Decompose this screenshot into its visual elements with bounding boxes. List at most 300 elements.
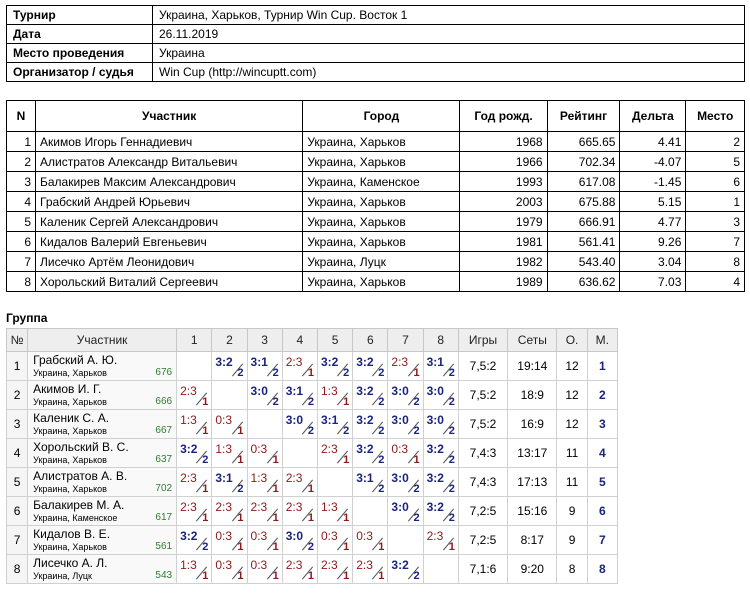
info-row — [7, 25, 745, 44]
group-player-cell — [28, 497, 177, 526]
participant-rating: 665.65 — [547, 132, 620, 152]
group-row-number: 5 — [7, 468, 28, 497]
match-result-cell — [177, 555, 212, 584]
player-city: Украина, Харьков — [33, 484, 107, 494]
match-result-cell — [212, 468, 247, 497]
match-score: 3:1 — [285, 384, 304, 398]
match-points: 1 — [343, 396, 350, 408]
match-result-cell — [177, 381, 212, 410]
participant-n: 5 — [7, 212, 36, 232]
match-result-cell — [353, 555, 388, 584]
match-result-cell — [317, 352, 352, 381]
match-points: 2 — [413, 570, 420, 582]
player-rating: 702 — [155, 483, 173, 494]
group-title: Группа — [6, 311, 48, 325]
group-games: 7,4:3 — [458, 468, 507, 497]
group-player-cell — [28, 410, 177, 439]
info-key: Место проведения — [7, 44, 153, 63]
match-points: 1 — [448, 541, 455, 553]
group-points: 11 — [557, 439, 587, 468]
info-value: Украина — [153, 44, 745, 63]
match-result-cell — [353, 352, 388, 381]
participants-column-header: Год рожд. — [460, 101, 547, 132]
table-row — [7, 232, 745, 252]
match-result-cell — [423, 497, 458, 526]
match-points: 2 — [237, 483, 244, 495]
match-points: 1 — [272, 512, 279, 524]
group-column-header: 6 — [353, 329, 388, 352]
participant-place: 8 — [686, 252, 745, 272]
participant-place: 3 — [686, 212, 745, 232]
group-row-number: 7 — [7, 526, 28, 555]
participants-column-header: Рейтинг — [547, 101, 620, 132]
match-score: 3:1 — [356, 471, 374, 485]
match-points: 2 — [202, 454, 209, 466]
match-result-cell — [212, 439, 247, 468]
match-result-cell — [282, 497, 317, 526]
group-column-header: Игры — [458, 329, 507, 352]
match-points: 2 — [378, 425, 385, 437]
match-points: 1 — [343, 454, 350, 466]
info-value: Украина, Харьков, Турнир Win Cup. Восток 1 — [153, 6, 745, 25]
match-score: 3:2 — [320, 355, 339, 369]
participant-n: 3 — [7, 172, 36, 192]
match-points: 2 — [272, 367, 279, 379]
participant-name: Акимов Игорь Геннадиевич — [36, 132, 303, 152]
match-score: 2:3 — [426, 529, 444, 543]
match-result-cell — [282, 352, 317, 381]
match-points: 2 — [448, 454, 455, 466]
participant-year: 1993 — [460, 172, 547, 192]
diagonal-cell — [212, 381, 247, 410]
match-points: 1 — [237, 425, 244, 437]
player-rating: 561 — [155, 541, 173, 552]
player-city: Украина, Харьков — [33, 397, 107, 407]
player-rating: 637 — [155, 454, 173, 465]
match-result-cell — [423, 410, 458, 439]
group-header-row — [7, 329, 618, 352]
group-place: 2 — [587, 381, 617, 410]
table-row — [7, 555, 618, 584]
match-points: 2 — [448, 483, 455, 495]
match-result-cell — [247, 439, 282, 468]
match-score: 2:3 — [180, 500, 197, 514]
group-player-cell — [28, 526, 177, 555]
participant-year: 2003 — [460, 192, 547, 212]
match-score: 2:3 — [285, 471, 303, 485]
match-points: 1 — [202, 396, 209, 408]
match-result-cell — [247, 526, 282, 555]
group-column-header: М. — [587, 329, 617, 352]
match-score: 3:1 — [215, 471, 233, 485]
table-row — [7, 192, 745, 212]
match-points: 1 — [272, 570, 279, 582]
group-sets: 18:9 — [508, 381, 557, 410]
participant-n: 8 — [7, 272, 36, 292]
participants-header-row — [7, 101, 745, 132]
match-points: 1 — [343, 570, 350, 582]
match-score: 1:3 — [180, 413, 197, 427]
player-name: Акимов И. Г. — [33, 382, 102, 396]
player-name: Хорольский В. С. — [33, 440, 129, 454]
match-score: 0:3 — [391, 442, 409, 456]
match-points: 2 — [448, 396, 455, 408]
group-row-number: 2 — [7, 381, 28, 410]
match-result-cell — [423, 352, 458, 381]
player-city: Украина, Каменское — [33, 513, 118, 523]
player-name: Кидалов В. Е. — [33, 527, 111, 541]
match-result-cell — [212, 497, 247, 526]
match-score: 3:0 — [426, 413, 444, 427]
match-points: 1 — [307, 512, 314, 524]
match-result-cell — [282, 410, 317, 439]
match-result-cell — [317, 555, 352, 584]
match-points: 1 — [378, 541, 385, 553]
match-result-cell — [282, 555, 317, 584]
match-result-cell — [282, 468, 317, 497]
participant-city: Украина, Харьков — [303, 132, 460, 152]
participant-name: Лисечко Артём Леонидович — [36, 252, 303, 272]
group-results-table — [6, 328, 618, 584]
group-place: 8 — [587, 555, 617, 584]
group-games: 7,5:2 — [458, 381, 507, 410]
match-points: 2 — [202, 541, 209, 553]
match-score: 3:0 — [250, 384, 268, 398]
player-name: Лисечко А. Л. — [33, 556, 108, 570]
group-games: 7,2:5 — [458, 526, 507, 555]
group-column-header: 8 — [423, 329, 458, 352]
player-rating: 543 — [155, 570, 173, 581]
group-games: 7,5:2 — [458, 410, 507, 439]
match-score: 2:3 — [356, 558, 373, 572]
match-score: 3:0 — [285, 413, 304, 427]
match-result-cell — [212, 352, 247, 381]
group-games: 7,1:6 — [458, 555, 507, 584]
match-points: 2 — [378, 483, 385, 495]
participants-column-header: Город — [303, 101, 460, 132]
table-row — [7, 410, 618, 439]
match-result-cell — [388, 352, 423, 381]
match-points: 1 — [272, 483, 279, 495]
info-value: 26.11.2019 — [153, 25, 745, 44]
participant-delta: 7.03 — [620, 272, 686, 292]
participant-n: 7 — [7, 252, 36, 272]
participants-column-header: Дельта — [620, 101, 686, 132]
match-score: 3:2 — [391, 558, 409, 572]
diagonal-cell — [353, 497, 388, 526]
match-score: 2:3 — [320, 442, 338, 456]
group-sets: 9:20 — [508, 555, 557, 584]
match-score: 3:2 — [215, 355, 233, 369]
match-result-cell — [317, 381, 352, 410]
match-points: 1 — [237, 454, 244, 466]
participant-name: Каленик Сергей Александрович — [36, 212, 303, 232]
info-key: Организатор / судья — [7, 63, 153, 82]
match-points: 2 — [413, 396, 420, 408]
group-column-header: 7 — [388, 329, 423, 352]
match-points: 2 — [448, 512, 455, 524]
participant-year: 1981 — [460, 232, 547, 252]
participant-city: Украина, Харьков — [303, 152, 460, 172]
match-points: 1 — [202, 570, 209, 582]
match-points: 2 — [448, 367, 455, 379]
match-points: 2 — [378, 396, 385, 408]
info-row — [7, 44, 745, 63]
diagonal-cell — [388, 526, 423, 555]
match-score: 1:3 — [320, 500, 338, 514]
group-sets: 17:13 — [508, 468, 557, 497]
diagonal-cell — [423, 555, 458, 584]
group-row-number: 3 — [7, 410, 28, 439]
match-points: 1 — [202, 512, 209, 524]
group-games: 7,5:2 — [458, 352, 507, 381]
player-rating: 617 — [155, 512, 173, 523]
match-result-cell — [247, 381, 282, 410]
match-score: 3:2 — [180, 529, 198, 543]
match-result-cell — [317, 439, 352, 468]
group-sets: 19:14 — [508, 352, 557, 381]
match-score: 2:3 — [180, 384, 197, 398]
group-points: 11 — [557, 468, 587, 497]
match-result-cell — [353, 439, 388, 468]
participant-n: 6 — [7, 232, 36, 252]
table-row — [7, 152, 745, 172]
group-place: 7 — [587, 526, 617, 555]
match-points: 2 — [237, 367, 244, 379]
match-score: 2:3 — [285, 558, 303, 572]
match-score: 3:2 — [356, 384, 374, 398]
match-score: 0:3 — [215, 529, 232, 543]
participant-name: Алистратов Александр Витальевич — [36, 152, 303, 172]
group-place: 6 — [587, 497, 617, 526]
player-name: Грабский А. Ю. — [33, 353, 118, 367]
group-sets: 15:16 — [508, 497, 557, 526]
participant-n: 2 — [7, 152, 36, 172]
match-points: 2 — [448, 425, 455, 437]
match-score: 2:3 — [285, 355, 303, 369]
group-place: 4 — [587, 439, 617, 468]
match-result-cell — [247, 555, 282, 584]
match-score: 1:3 — [320, 384, 338, 398]
match-result-cell — [423, 468, 458, 497]
match-score: 3:2 — [180, 442, 198, 456]
match-result-cell — [247, 497, 282, 526]
match-score: 2:3 — [285, 500, 303, 514]
match-score: 0:3 — [320, 529, 338, 543]
match-score: 3:0 — [391, 413, 409, 427]
group-points: 9 — [557, 526, 587, 555]
group-player-cell — [28, 352, 177, 381]
match-score: 2:3 — [320, 558, 338, 572]
match-score: 3:2 — [426, 442, 444, 456]
participant-name: Хорольский Виталий Сергеевич — [36, 272, 303, 292]
match-score: 3:2 — [356, 413, 374, 427]
participant-city: Украина, Луцк — [303, 252, 460, 272]
info-row — [7, 6, 745, 25]
diagonal-cell — [282, 439, 317, 468]
match-result-cell — [212, 526, 247, 555]
participants-column-header: Участник — [36, 101, 303, 132]
match-result-cell — [388, 410, 423, 439]
group-column-header: 5 — [317, 329, 352, 352]
info-value: Win Cup (http://wincuptt.com) — [153, 63, 745, 82]
match-result-cell — [353, 526, 388, 555]
match-score: 2:3 — [250, 500, 268, 514]
table-row — [7, 352, 618, 381]
group-player-cell — [28, 468, 177, 497]
participant-city: Украина, Каменское — [303, 172, 460, 192]
participant-delta: 5.15 — [620, 192, 686, 212]
participants-table — [6, 100, 745, 292]
group-games: 7,2:5 — [458, 497, 507, 526]
participant-rating: 666.91 — [547, 212, 620, 232]
match-result-cell — [353, 381, 388, 410]
match-result-cell — [423, 526, 458, 555]
match-result-cell — [317, 526, 352, 555]
player-rating: 676 — [155, 367, 173, 378]
player-city: Украина, Харьков — [33, 455, 107, 465]
info-key: Турнир — [7, 6, 153, 25]
diagonal-cell — [317, 468, 352, 497]
match-points: 1 — [272, 454, 279, 466]
match-score: 1:3 — [215, 442, 232, 456]
match-points: 1 — [202, 483, 209, 495]
participant-rating: 702.34 — [547, 152, 620, 172]
participant-rating: 675.88 — [547, 192, 620, 212]
match-points: 2 — [378, 367, 385, 379]
group-column-header: 2 — [212, 329, 247, 352]
group-column-header: 3 — [247, 329, 282, 352]
match-score: 3:0 — [426, 384, 444, 398]
participant-city: Украина, Харьков — [303, 192, 460, 212]
player-city: Украина, Харьков — [33, 368, 107, 378]
match-score: 3:0 — [391, 500, 409, 514]
participants-column-header: Место — [686, 101, 745, 132]
match-result-cell — [353, 410, 388, 439]
match-points: 1 — [237, 570, 244, 582]
participant-city: Украина, Харьков — [303, 272, 460, 292]
participant-delta: 9.26 — [620, 232, 686, 252]
group-sets: 16:9 — [508, 410, 557, 439]
participant-place: 6 — [686, 172, 745, 192]
participant-delta: 3.04 — [620, 252, 686, 272]
match-score: 3:1 — [320, 413, 339, 427]
participant-place: 5 — [686, 152, 745, 172]
participant-city: Украина, Харьков — [303, 232, 460, 252]
match-points: 2 — [413, 483, 420, 495]
diagonal-cell — [177, 352, 212, 381]
participant-year: 1979 — [460, 212, 547, 232]
match-points: 1 — [343, 541, 350, 553]
group-column-header: О. — [557, 329, 587, 352]
match-score: 0:3 — [250, 442, 268, 456]
match-score: 2:3 — [391, 355, 409, 369]
match-result-cell — [247, 468, 282, 497]
group-points: 12 — [557, 381, 587, 410]
participant-rating: 617.08 — [547, 172, 620, 192]
participant-place: 2 — [686, 132, 745, 152]
participant-n: 1 — [7, 132, 36, 152]
match-score: 3:2 — [426, 471, 444, 485]
match-score: 1:3 — [180, 558, 197, 572]
player-name: Каленик С. А. — [33, 411, 110, 425]
tournament-info-table — [6, 5, 745, 82]
group-games: 7,4:3 — [458, 439, 507, 468]
participant-name: Балакирев Максим Александрович — [36, 172, 303, 192]
player-name: Алистратов А. В. — [33, 469, 128, 483]
table-row — [7, 439, 618, 468]
table-row — [7, 212, 745, 232]
participant-place: 1 — [686, 192, 745, 212]
match-points: 1 — [378, 570, 385, 582]
participant-rating: 543.40 — [547, 252, 620, 272]
match-result-cell — [388, 468, 423, 497]
group-points: 9 — [557, 497, 587, 526]
match-result-cell — [177, 526, 212, 555]
match-score: 0:3 — [250, 529, 268, 543]
participant-place: 7 — [686, 232, 745, 252]
group-column-header: № — [7, 329, 28, 352]
table-row — [7, 172, 745, 192]
match-points: 2 — [343, 425, 350, 437]
match-points: 1 — [202, 425, 209, 437]
match-result-cell — [212, 410, 247, 439]
match-result-cell — [423, 381, 458, 410]
participant-n: 4 — [7, 192, 36, 212]
group-player-cell — [28, 555, 177, 584]
match-points: 1 — [307, 483, 314, 495]
participants-column-header: N — [7, 101, 36, 132]
match-points: 1 — [237, 541, 244, 553]
match-result-cell — [247, 352, 282, 381]
group-place: 3 — [587, 410, 617, 439]
player-rating: 667 — [155, 425, 173, 436]
match-score: 3:2 — [356, 355, 374, 369]
info-row — [7, 63, 745, 82]
match-points: 2 — [272, 396, 279, 408]
group-place: 5 — [587, 468, 617, 497]
diagonal-cell — [247, 410, 282, 439]
match-score: 1:3 — [250, 471, 268, 485]
match-score: 2:3 — [180, 471, 197, 485]
match-score: 0:3 — [215, 413, 232, 427]
match-points: 2 — [378, 454, 385, 466]
match-score: 2:3 — [215, 500, 232, 514]
group-points: 12 — [557, 410, 587, 439]
table-row — [7, 252, 745, 272]
match-score: 3:1 — [426, 355, 444, 369]
participant-name: Кидалов Валерий Евгеньевич — [36, 232, 303, 252]
table-row — [7, 526, 618, 555]
match-result-cell — [282, 381, 317, 410]
group-column-header: Сеты — [508, 329, 557, 352]
match-result-cell — [212, 555, 247, 584]
match-points: 2 — [413, 512, 420, 524]
match-points: 1 — [307, 367, 314, 379]
player-city: Украина, Луцк — [33, 571, 92, 581]
group-column-header: 1 — [177, 329, 212, 352]
participant-delta: 4.77 — [620, 212, 686, 232]
table-row — [7, 381, 618, 410]
match-result-cell — [388, 555, 423, 584]
match-points: 1 — [272, 541, 279, 553]
participant-delta: -1.45 — [620, 172, 686, 192]
match-result-cell — [282, 526, 317, 555]
match-points: 1 — [237, 512, 244, 524]
match-result-cell — [317, 497, 352, 526]
match-points: 1 — [343, 512, 350, 524]
participant-year: 1982 — [460, 252, 547, 272]
